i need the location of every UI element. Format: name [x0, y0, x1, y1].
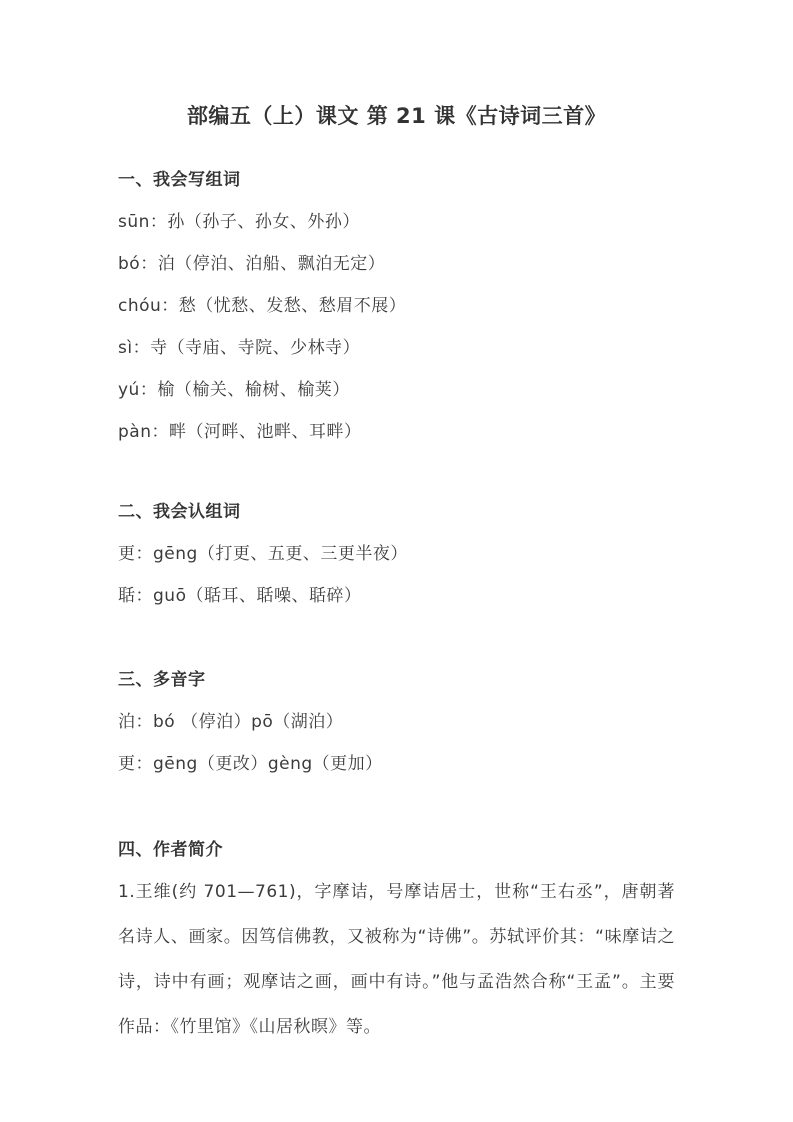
polyphone-entry-bo-po: 泊：bó （停泊）pō（湖泊）: [118, 712, 344, 732]
section-recognize-words: [118, 500, 675, 608]
section-write-words: [118, 168, 675, 444]
section-author-intro: [118, 838, 675, 1050]
word-entry-bo: bó：泊（停泊、泊船、飘泊无定）: [118, 254, 386, 274]
word-entry-yu: yú：榆（榆关、榆树、榆荚）: [118, 380, 350, 400]
polyphone-entry-geng-geng: 更：gēng（更改）gèng（更加）: [118, 754, 383, 774]
word-entry-si: sì：寺（寺庙、寺院、少林寺）: [118, 338, 361, 358]
section-polyphonic-characters-heading: 三、多音字: [118, 670, 206, 690]
document-title: 部编五（上）课文 第 21 课《古诗词三首》: [186, 104, 607, 128]
word-entry-geng: 更：gēng（打更、五更、三更半夜）: [118, 544, 408, 564]
word-entry-guo: 聒：guō（聒耳、聒噪、聒碎）: [118, 586, 362, 606]
section-author-intro-heading: 四、作者简介: [118, 840, 223, 860]
section-polyphonic-characters: [118, 668, 675, 776]
section-write-words-heading: 一、我会写组词: [118, 170, 241, 190]
word-entry-pan: pàn：畔（河畔、池畔、耳畔）: [118, 422, 362, 442]
author-bio-paragraph: 1.王维(约 701—761)，字摩诘，号摩诘居士，世称“王右丞”，唐朝著名诗人、画家。因笃信佛教，又被称为“诗佛”。苏轼评价其：“味摩诘之诗，诗中有画；观摩诘之画，画中有诗。”他与孟浩然合称“王孟”。主要作品：《竹里馆》《山居秋暝》等。: [118, 882, 675, 1037]
word-entry-sun: sūn：孙（孙子、孙女、外孙）: [118, 212, 360, 232]
word-entry-chou: chóu：愁（忧愁、发愁、愁眉不展）: [118, 296, 407, 316]
section-recognize-words-heading: 二、我会认组词: [118, 502, 241, 522]
